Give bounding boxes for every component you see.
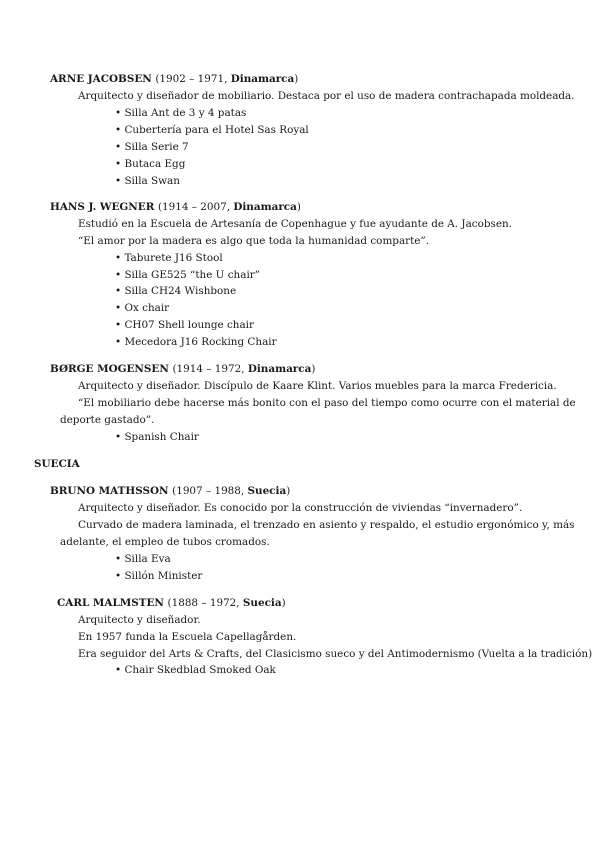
designer-description: Estudió en la Escuela de Artesanía de Copenhague y fue ayudante de A. Jacobsen.: [78, 218, 512, 230]
designer-name: HANS J. WEGNER: [50, 201, 155, 213]
list-item: • Silla GE525 “the U chair”: [115, 267, 260, 284]
list-item: • Silla Serie 7: [115, 139, 189, 156]
designer-description: En 1957 funda la Escuela Capellagården.: [78, 631, 297, 643]
list-item: • CH07 Shell lounge chair: [115, 317, 254, 334]
list-item: • Butaca Egg: [115, 156, 185, 173]
designer-heading: [57, 595, 286, 612]
list-item: • Taburete J16 Stool: [115, 250, 223, 267]
designer-description: Arquitecto y diseñador. Es conocido por la construcción de viviendas “invernadero”.: [78, 502, 523, 514]
list-item: • Mecedora J16 Rocking Chair: [115, 334, 277, 351]
designer-name: ARNE JACOBSEN: [50, 73, 152, 85]
list-item: • Silla Swan: [115, 173, 180, 190]
list-item: • Silla Ant de 3 y 4 patas: [115, 105, 246, 122]
designer-dates: (1907 – 1988, Suecia): [172, 485, 291, 497]
list-item: • Spanish Chair: [115, 429, 199, 446]
designer-quote: “El mobiliario debe hacerse más bonito con el paso del tiempo como ocurre con el material de: [78, 397, 576, 409]
list-item: • Silla CH24 Wishbone: [115, 283, 236, 300]
designer-name: BRUNO MATHSSON: [50, 485, 169, 497]
designer-quote: “El amor por la madera es algo que toda la humanidad comparte”.: [78, 235, 430, 247]
designer-dates: (1902 – 1971, Dinamarca): [155, 73, 299, 85]
designer-dates: (1888 – 1972, Suecia): [167, 597, 286, 609]
designer-dates: (1914 – 2007, Dinamarca): [157, 201, 301, 213]
list-item: • Ox chair: [115, 300, 169, 317]
designer-description-continued: adelante, el empleo de tubos cromados.: [60, 536, 270, 548]
designer-description: Arquitecto y diseñador de mobiliario. Destaca por el uso de madera contrachapada moldeada.: [78, 90, 575, 102]
list-item: • Silla Eva: [115, 551, 171, 568]
list-item: • Chair Skedblad Smoked Oak: [115, 662, 276, 679]
section-heading: SUECIA: [34, 458, 80, 470]
designer-heading: [50, 71, 298, 88]
designer-description: Arquitecto y diseñador. Discípulo de Kaare Klint. Varios muebles para la marca Fredericia.: [78, 380, 557, 392]
designer-heading: [50, 361, 315, 378]
designer-description: Era seguidor del Arts & Crafts, del Clasicismo sueco y del Antimodernismo (Vuelta a la tradición): [78, 648, 593, 660]
designer-dates: (1914 – 1972, Dinamarca): [172, 363, 316, 375]
designer-description: Arquitecto y diseñador.: [78, 614, 201, 626]
designer-name: BØRGE MOGENSEN: [50, 363, 169, 375]
designer-heading: [50, 199, 301, 216]
designer-quote-continued: deporte gastado”.: [60, 414, 155, 426]
list-item: • Cubertería para el Hotel Sas Royal: [115, 122, 309, 139]
designer-description: Curvado de madera laminada, el trenzado en asiento y respaldo, el estudio ergonómico y, más: [78, 519, 575, 531]
designer-heading: [50, 483, 290, 500]
list-item: • Sillón Minister: [115, 568, 202, 585]
designer-name: CARL MALMSTEN: [57, 597, 164, 609]
